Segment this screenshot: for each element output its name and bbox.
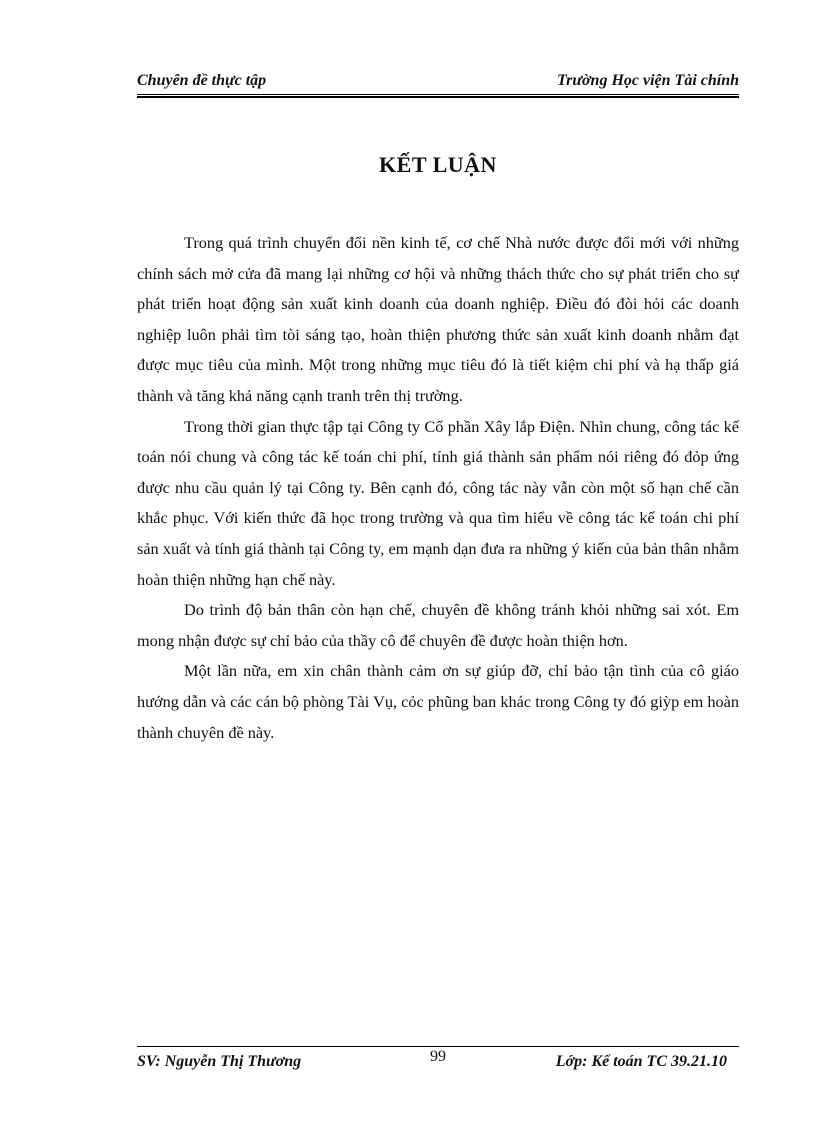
paragraph: Trong thời gian thực tập tại Công ty Cổ phần Xây lắp Điện. Nhìn chung, công tác kế toán nói chung và công tác kế toán chi phí, tính giá thành sản phẩm nói riêng đó đỏp ứng được nhu cầu quản lý tại Công ty. Bên cạnh đó, công tác này vẫn còn một số hạn chế cần khắc phục. Với kiến thức đã học trong trường và qua tìm hiểu về công tác kế toán chi phí sản xuất và tính giá thành tại Công ty, em mạnh dạn đưa ra những ý kiến của bản thân nhằm hoàn thiện những hạn chế này. xyxy=(137,416,739,589)
page-number: 99 xyxy=(430,1048,446,1065)
footer-student-name: SV: Nguyễn Thị Thương xyxy=(137,1053,302,1070)
page-footer xyxy=(137,1046,739,1077)
header-document-type: Chuyên đề thực tập xyxy=(137,72,267,89)
paragraph: Một lần nữa, em xin chân thành cảm ơn sự giúp đỡ, chỉ bảo tận tình của cô giáo hướng dẫn và các cán bộ phòng Tài Vụ, cỏc phũng ban khác trong Công ty đó giỳp em hoàn thành chuyên đề này. xyxy=(137,661,739,742)
paragraph: Trong quá trình chuyển đổi nền kinh tế, cơ chế Nhà nước được đổi mới với những chính sách mở cửa đã mang lại những cơ hội và những thách thức cho sự phát triển cho sự phát triển hoạt động sản xuất kinh doanh của doanh nghiệp. Điều đó đòi hỏi các doanh nghiệp luôn phải tìm tòi sáng tạo, hoàn thiện phương thức sản xuất kinh doanh nhằm đạt được mục tiêu của mình. Một trong những mục tiêu đó là tiết kiệm chi phí và hạ thấp giá thành và tăng khả năng cạnh tranh trên thị trường. xyxy=(137,233,739,405)
header-institution: Trường Học viện Tài chính xyxy=(556,72,739,89)
footer-class: Lớp: Kế toán TC 39.21.10 xyxy=(555,1053,727,1070)
page-header xyxy=(137,70,739,95)
page-title: KẾT LUẬN xyxy=(379,152,497,177)
document-body xyxy=(137,228,739,748)
paragraph: Do trình độ bản thân còn hạn chế, chuyên đề không tránh khỏi những sai xót. Em mong nhận được sự chỉ bảo của thầy cô để chuyên đề được hoàn thiện hơn. xyxy=(137,600,739,650)
